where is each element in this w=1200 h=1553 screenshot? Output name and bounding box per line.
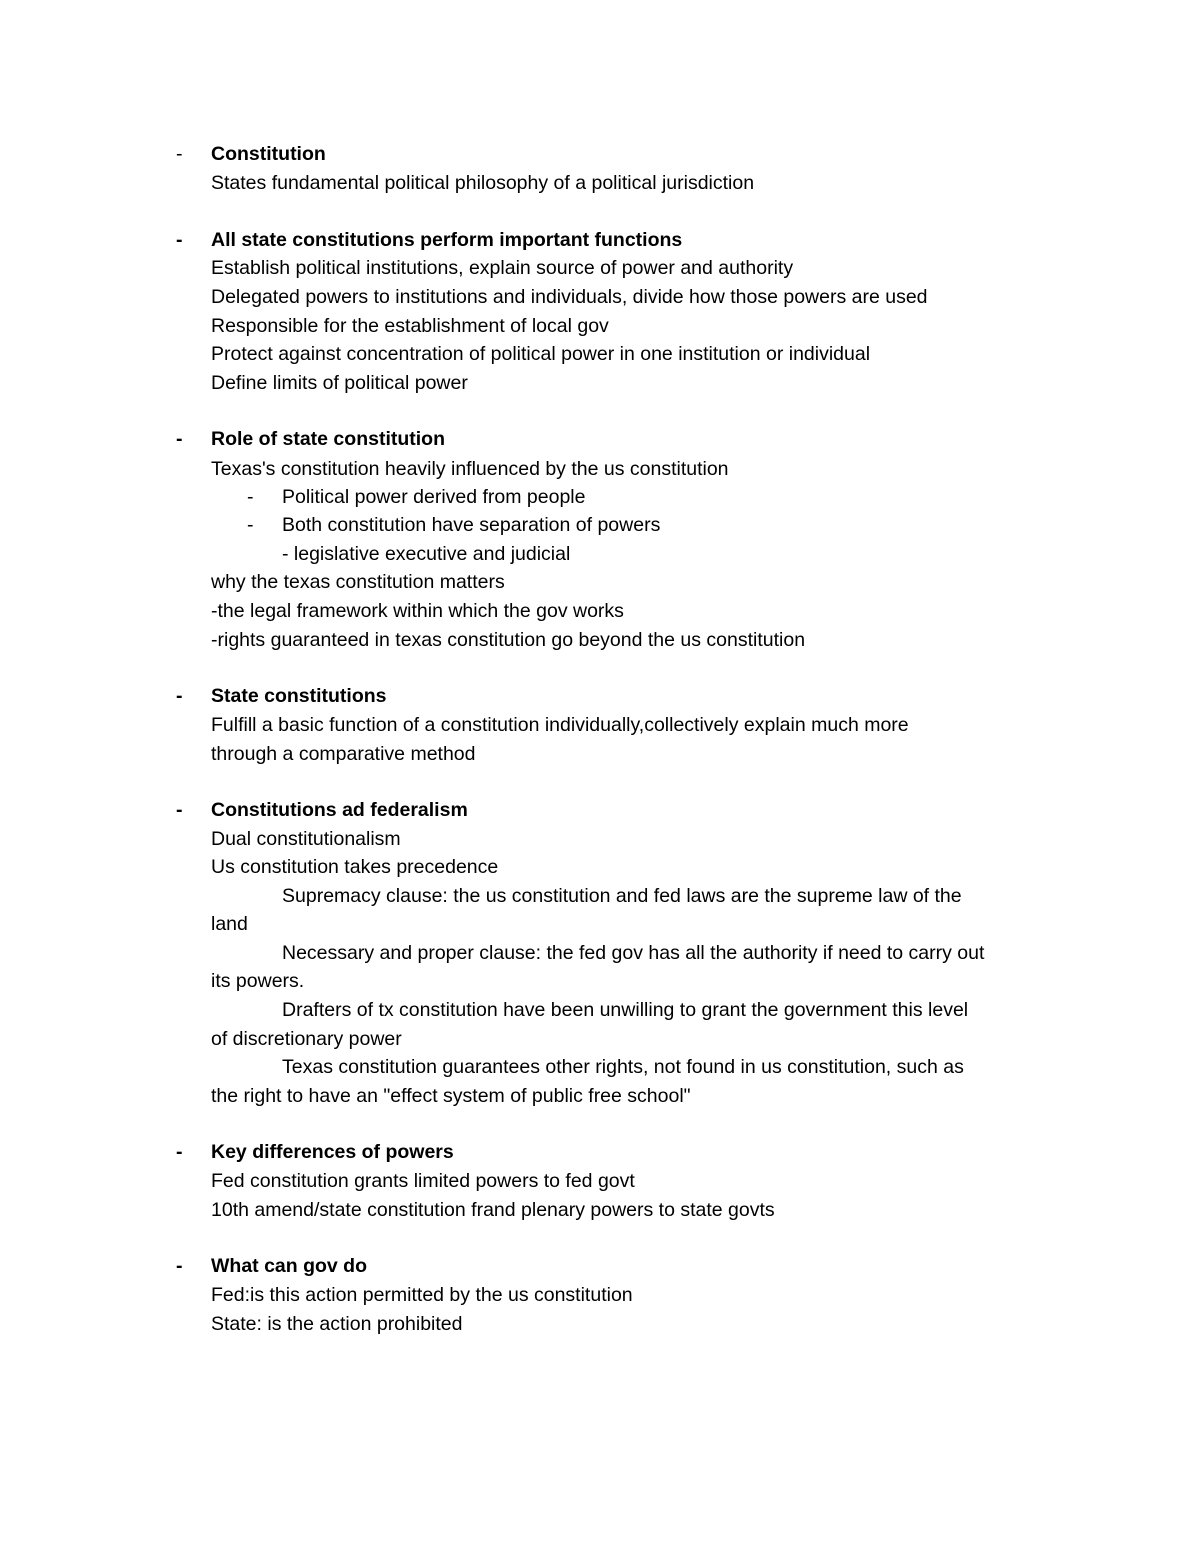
body-line: Define limits of political power [211,372,468,394]
body-line: Establish political institutions, explain source of power and authority [211,257,794,279]
body-line: why the texas constitution matters [211,571,505,593]
body-line: -rights guaranteed in texas constitution go beyond the us constitution [211,629,806,651]
section-heading: All state constitutions perform important functions [211,229,683,251]
sub-bullet-dash: - [247,514,254,536]
body-line: Necessary and proper clause: the fed gov has all the authority if need to carry out [282,942,985,964]
body-line: Drafters of tx constitution have been unwilling to grant the government this level [282,999,969,1021]
body-line: land [211,913,248,935]
bullet-dash: - [176,799,183,821]
body-line: Supremacy clause: the us constitution and fed laws are the supreme law of the [282,885,962,907]
body-line: Us constitution takes precedence [211,856,499,878]
bullet-dash: - [176,229,183,251]
body-line: Fed constitution grants limited powers to fed govt [211,1170,635,1192]
body-line: of discretionary power [211,1028,402,1050]
body-line: through a comparative method [211,743,476,765]
section-heading: Constitution [211,143,326,165]
body-line: Protect against concentration of political power in one institution or individual [211,343,871,365]
sub-bullet-text: Both constitution have separation of powers [282,514,661,536]
body-line: Fulfill a basic function of a constitution individually,collectively explain much more [211,714,909,736]
bullet-dash: - [176,1255,183,1277]
body-line: Delegated powers to institutions and individuals, divide how those powers are used [211,286,928,308]
body-line: Dual constitutionalism [211,828,401,850]
bullet-dash: - [176,685,183,707]
body-line: States fundamental political philosophy of a political jurisdiction [211,172,755,194]
bullet-dash: - [176,428,183,450]
body-line: -the legal framework within which the gov works [211,600,624,622]
body-line: the right to have an "effect system of public free school" [211,1085,691,1107]
section-heading: State constitutions [211,685,387,707]
sub-bullet-dash: - [247,486,254,508]
body-line: its powers. [211,970,305,992]
body-line: Texas constitution guarantees other rights, not found in us constitution, such as [282,1056,964,1078]
body-line: Fed:is this action permitted by the us constitution [211,1284,633,1306]
section-heading: Constitutions ad federalism [211,799,468,821]
body-line: State: is the action prohibited [211,1313,463,1335]
body-line: Responsible for the establishment of local gov [211,315,609,337]
section-heading: What can gov do [211,1255,367,1277]
body-line: 10th amend/state constitution frand plenary powers to state govts [211,1199,775,1221]
sub-note: - legislative executive and judicial [282,543,571,565]
sub-bullet-text: Political power derived from people [282,486,586,508]
bullet-dash: - [176,1141,183,1163]
bullet-dash: - [176,143,183,165]
section-heading: Role of state constitution [211,428,445,450]
section-heading: Key differences of powers [211,1141,454,1163]
body-line: Texas's constitution heavily influenced by the us constitution [211,458,729,480]
